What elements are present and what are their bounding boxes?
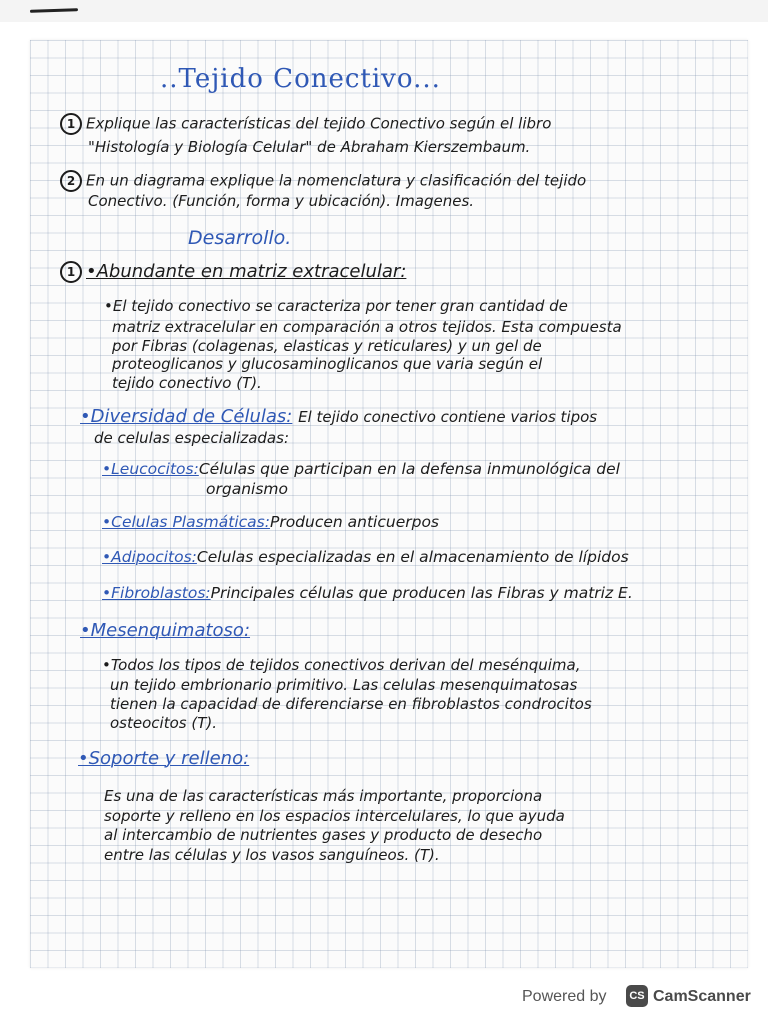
question-2-line-1: En un diagrama explique la nomenclatura y clasificación del tejido <box>86 171 587 190</box>
leucocitos-term: •Leucocitos: <box>102 460 199 478</box>
section-diversidad-rest: El tejido conectivo contiene varios tipos <box>298 408 598 426</box>
plasmaticas-term: •Celulas Plasmáticas: <box>102 513 270 531</box>
section-matriz-heading <box>60 261 406 283</box>
question-1-line-2: "Histología y Biología Celular" de Abraham Kierszembaum. <box>88 138 531 156</box>
mesenquima-line-2: un tejido embrionario primitivo. Las celulas mesenquimatosas <box>110 676 578 694</box>
cell-item-leucocitos <box>102 462 620 478</box>
question-1-line-1: Explique las características del tejido Conectivo según el libro <box>86 114 552 133</box>
fibroblastos-term: •Fibroblastos: <box>102 584 211 602</box>
section-soporte-heading: •Soporte y relleno: <box>78 748 250 769</box>
matriz-line-4: proteoglicanos y glucosaminoglicanos que varia según el <box>112 355 543 373</box>
matriz-line-1: •El tejido conectivo se caracteriza por tener gran cantidad de <box>104 297 568 315</box>
powered-by-text: Powered by <box>522 988 607 1005</box>
section-diversidad-rest-line-2: de celulas especializadas: <box>94 429 289 447</box>
soporte-line-2: soporte y relleno en los espacios intercelulares, lo que ayuda <box>104 807 565 825</box>
scan-top-edge <box>0 0 768 22</box>
development-heading: Desarrollo. <box>188 227 292 249</box>
soporte-line-4: entre las células y los vasos sanguíneos. (T). <box>104 846 440 864</box>
soporte-line-1: Es una de las características más importante, proporciona <box>104 787 543 805</box>
soporte-line-3: al intercambio de nutrientes gases y producto de desecho <box>104 826 543 844</box>
document-title: ..Tejido Conectivo... <box>160 64 441 94</box>
plasmaticas-desc: Producen anticuerpos <box>269 513 440 531</box>
mesenquima-line-1: •Todos los tipos de tejidos conectivos derivan del mesénquima, <box>102 656 581 674</box>
section-mesenquimatoso-heading: •Mesenquimatoso: <box>80 620 251 641</box>
question-1 <box>60 113 551 135</box>
matriz-line-3: por Fibras (colagenas, elasticas y reticulares) y un gel de <box>112 337 542 355</box>
leucocitos-desc: Células que participan en la defensa inmunológica del <box>198 460 620 478</box>
mesenquima-line-3: tienen la capacidad de diferenciarse en fibroblastos condrocitos <box>110 695 592 713</box>
pen-mark <box>30 8 78 13</box>
adipocitos-desc: Celulas especializadas en el almacenamiento de lípidos <box>196 548 629 566</box>
question-2-line-2: Conectivo. (Función, forma y ubicación). Imagenes. <box>88 192 475 210</box>
fibroblastos-desc: Principales células que producen las Fibras y matriz E. <box>210 584 633 602</box>
cell-item-adipocitos <box>102 550 629 566</box>
section-diversidad-heading <box>80 408 597 426</box>
leucocitos-desc-line-2: organismo <box>206 480 288 498</box>
matriz-line-2: matriz extracelular en comparación a otros tejidos. Esta compuesta <box>112 318 622 336</box>
cell-item-plasmaticas <box>102 515 439 531</box>
section-diversidad-title: •Diversidad de Células: <box>80 406 293 427</box>
section-matriz-title: •Abundante en matriz extracelular: <box>86 261 407 282</box>
camscanner-brand: CamScanner <box>653 988 751 1005</box>
question-2-number: 2 <box>60 170 82 192</box>
matriz-line-5: tejido conectivo (T). <box>112 374 262 392</box>
camscanner-logo-icon: CS <box>626 985 648 1007</box>
section-1-number: 1 <box>60 261 82 283</box>
adipocitos-term: •Adipocitos: <box>102 548 197 566</box>
question-1-number: 1 <box>60 113 82 135</box>
mesenquima-line-4: osteocitos (T). <box>110 714 217 732</box>
question-2 <box>60 170 586 192</box>
cell-item-fibroblastos <box>102 586 633 602</box>
